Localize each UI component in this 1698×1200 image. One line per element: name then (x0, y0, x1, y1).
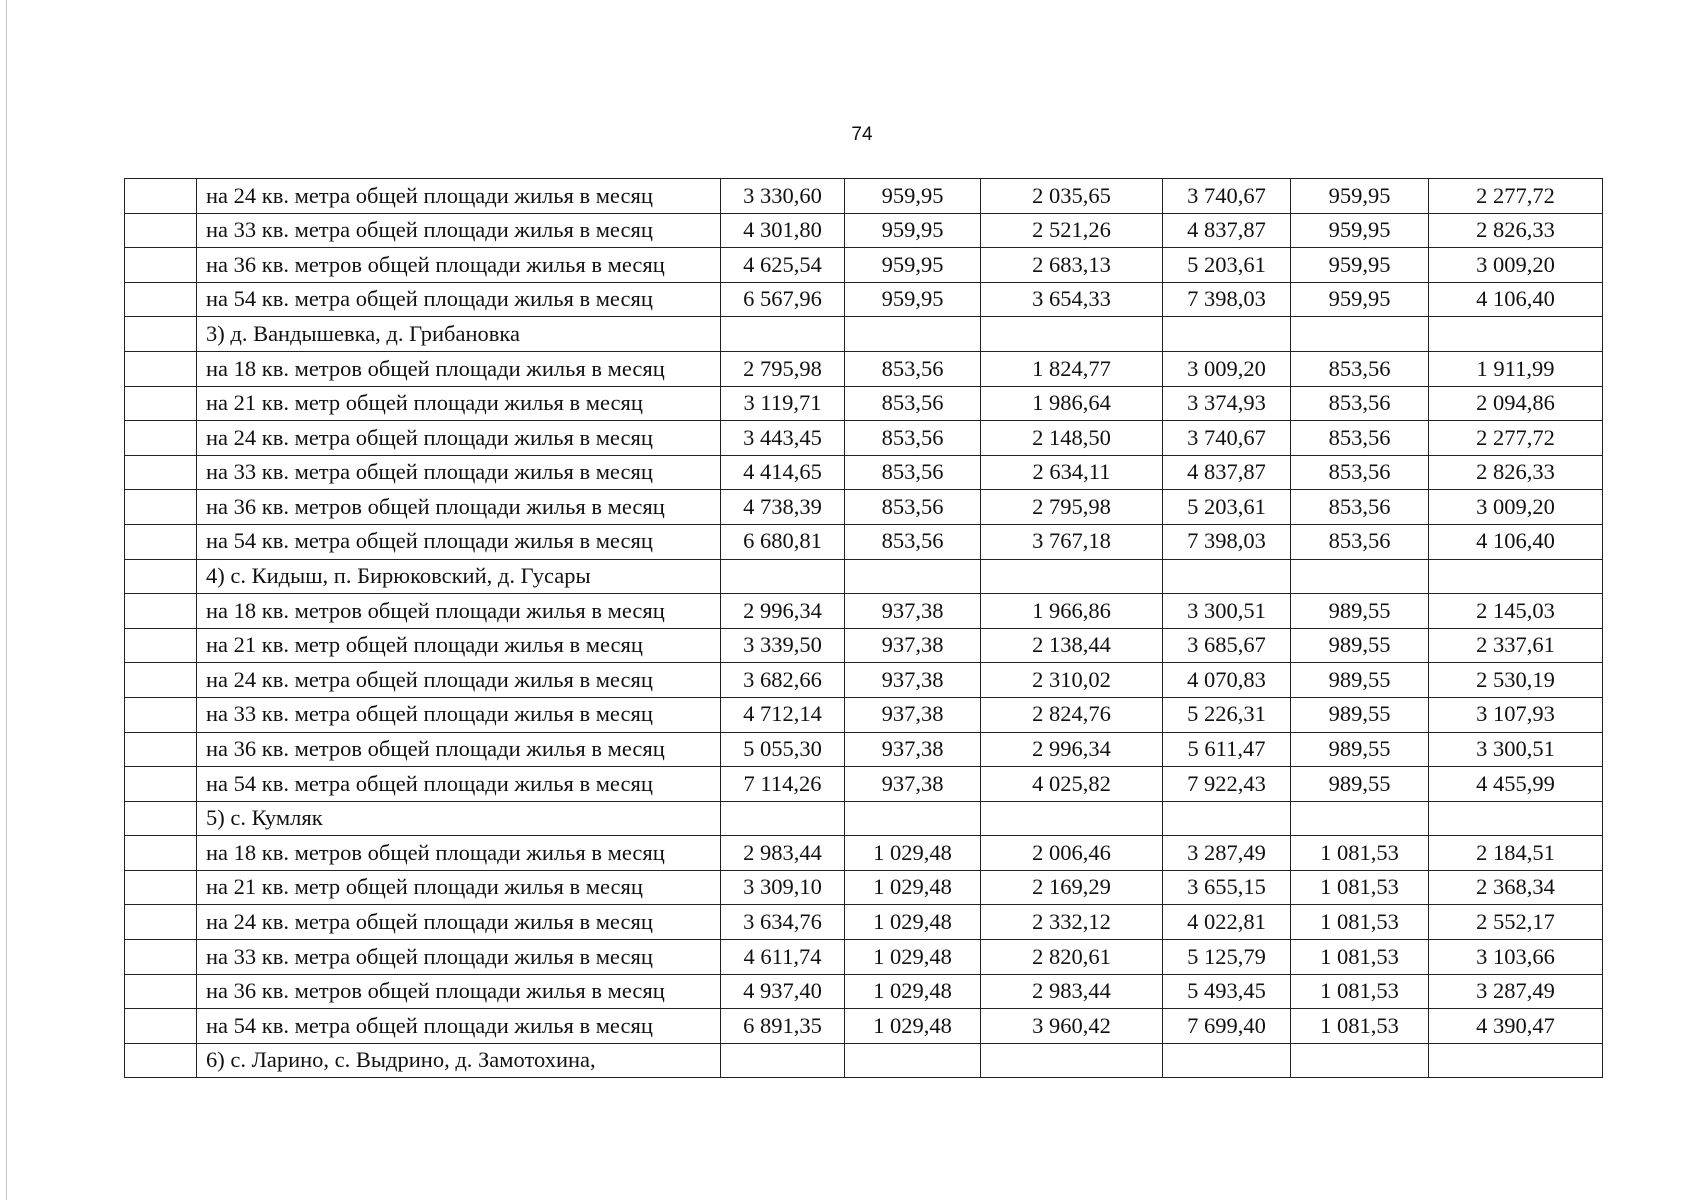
row-index-cell (125, 490, 197, 525)
row-index-cell (125, 421, 197, 456)
value-cell-col-4: 3 740,67 (1163, 421, 1291, 456)
value-cell-col-4: 3 287,49 (1163, 836, 1291, 871)
value-cell-col-5: 959,95 (1291, 282, 1429, 317)
value-cell-col-3: 1 986,64 (981, 386, 1163, 421)
value-cell-col-1: 3 309,10 (721, 870, 845, 905)
value-cell-col-2: 959,95 (845, 213, 981, 248)
value-cell-col-6: 2 094,86 (1429, 386, 1603, 421)
row-index-cell (125, 524, 197, 559)
table-row (125, 386, 1603, 421)
page-number: 74 (851, 124, 873, 145)
value-cell-col-1: 4 738,39 (721, 490, 845, 525)
value-cell-col-6: 2 826,33 (1429, 455, 1603, 490)
value-cell-col-4: 4 837,87 (1163, 455, 1291, 490)
value-cell-col-1 (721, 1043, 845, 1078)
area-norm-label: на 54 кв. метра общей площади жилья в месяц (197, 767, 721, 802)
value-cell-col-6: 3 287,49 (1429, 974, 1603, 1009)
value-cell-col-1: 4 625,54 (721, 248, 845, 283)
area-norm-label: на 54 кв. метра общей площади жилья в месяц (197, 282, 721, 317)
value-cell-col-6 (1429, 801, 1603, 836)
table-row (125, 351, 1603, 386)
value-cell-col-1: 2 795,98 (721, 351, 845, 386)
value-cell-col-3: 1 966,86 (981, 594, 1163, 629)
value-cell-col-2: 853,56 (845, 455, 981, 490)
value-cell-col-5: 989,55 (1291, 663, 1429, 698)
row-index-cell (125, 1043, 197, 1078)
value-cell-col-1: 2 983,44 (721, 836, 845, 871)
table-row (125, 490, 1603, 525)
value-cell-col-5: 853,56 (1291, 490, 1429, 525)
value-cell-col-6: 3 103,66 (1429, 940, 1603, 975)
table-row (125, 524, 1603, 559)
value-cell-col-4: 3 655,15 (1163, 870, 1291, 905)
row-index-cell (125, 940, 197, 975)
value-cell-col-1: 3 119,71 (721, 386, 845, 421)
area-norm-label: на 36 кв. метров общей площади жилья в месяц (197, 248, 721, 283)
area-norm-label: на 33 кв. метра общей площади жилья в месяц (197, 940, 721, 975)
table-group-row (125, 1043, 1603, 1078)
area-norm-label: на 24 кв. метра общей площади жилья в месяц (197, 179, 721, 214)
value-cell-col-1: 3 682,66 (721, 663, 845, 698)
value-cell-col-2: 1 029,48 (845, 870, 981, 905)
value-cell-col-6: 2 826,33 (1429, 213, 1603, 248)
value-cell-col-1: 2 996,34 (721, 594, 845, 629)
tariff-table (124, 178, 1603, 1078)
area-norm-label: на 24 кв. метра общей площади жилья в месяц (197, 421, 721, 456)
value-cell-col-6: 3 300,51 (1429, 732, 1603, 767)
row-index-cell (125, 455, 197, 490)
value-cell-col-3 (981, 1043, 1163, 1078)
value-cell-col-3: 2 138,44 (981, 628, 1163, 663)
value-cell-col-4 (1163, 317, 1291, 352)
row-index-cell (125, 594, 197, 629)
value-cell-col-6: 2 337,61 (1429, 628, 1603, 663)
value-cell-col-3: 2 683,13 (981, 248, 1163, 283)
value-cell-col-4: 5 611,47 (1163, 732, 1291, 767)
row-index-cell (125, 282, 197, 317)
row-index-cell (125, 351, 197, 386)
value-cell-col-4 (1163, 801, 1291, 836)
table-row (125, 940, 1603, 975)
row-index-cell (125, 1009, 197, 1044)
value-cell-col-3: 2 148,50 (981, 421, 1163, 456)
value-cell-col-6: 2 368,34 (1429, 870, 1603, 905)
value-cell-col-2: 853,56 (845, 421, 981, 456)
value-cell-col-6: 3 009,20 (1429, 248, 1603, 283)
table-row (125, 767, 1603, 802)
value-cell-col-3: 3 767,18 (981, 524, 1163, 559)
row-index-cell (125, 386, 197, 421)
table-row (125, 836, 1603, 871)
value-cell-col-4 (1163, 1043, 1291, 1078)
value-cell-col-3: 2 824,76 (981, 697, 1163, 732)
row-index-cell (125, 559, 197, 594)
value-cell-col-6: 4 106,40 (1429, 524, 1603, 559)
value-cell-col-4: 7 699,40 (1163, 1009, 1291, 1044)
value-cell-col-2: 853,56 (845, 386, 981, 421)
table-row (125, 421, 1603, 456)
value-cell-col-5: 989,55 (1291, 767, 1429, 802)
value-cell-col-6 (1429, 1043, 1603, 1078)
value-cell-col-5: 989,55 (1291, 594, 1429, 629)
table-row (125, 213, 1603, 248)
value-cell-col-3: 2 996,34 (981, 732, 1163, 767)
value-cell-col-4: 4 070,83 (1163, 663, 1291, 698)
value-cell-col-2 (845, 317, 981, 352)
value-cell-col-6: 2 184,51 (1429, 836, 1603, 871)
table-row (125, 455, 1603, 490)
value-cell-col-2: 937,38 (845, 628, 981, 663)
area-norm-label: на 54 кв. метра общей площади жилья в месяц (197, 524, 721, 559)
area-norm-label: на 18 кв. метров общей площади жилья в месяц (197, 351, 721, 386)
value-cell-col-5: 1 081,53 (1291, 940, 1429, 975)
table-row (125, 1009, 1603, 1044)
value-cell-col-1 (721, 801, 845, 836)
tariff-table-body (125, 179, 1603, 1078)
table-row (125, 905, 1603, 940)
area-norm-label: на 36 кв. метров общей площади жилья в месяц (197, 974, 721, 1009)
value-cell-col-6: 2 277,72 (1429, 179, 1603, 214)
table-row (125, 282, 1603, 317)
value-cell-col-4: 4 022,81 (1163, 905, 1291, 940)
value-cell-col-4: 3 685,67 (1163, 628, 1291, 663)
table-row (125, 732, 1603, 767)
row-index-cell (125, 801, 197, 836)
value-cell-col-4: 7 922,43 (1163, 767, 1291, 802)
value-cell-col-6: 2 145,03 (1429, 594, 1603, 629)
row-index-cell (125, 179, 197, 214)
settlement-group-label: 4) с. Кидыш, п. Бирюковский, д. Гусары (197, 559, 721, 594)
value-cell-col-4: 5 125,79 (1163, 940, 1291, 975)
value-cell-col-4: 3 374,93 (1163, 386, 1291, 421)
value-cell-col-6: 1 911,99 (1429, 351, 1603, 386)
value-cell-col-5: 1 081,53 (1291, 1009, 1429, 1044)
row-index-cell (125, 870, 197, 905)
value-cell-col-5: 959,95 (1291, 248, 1429, 283)
value-cell-col-3 (981, 317, 1163, 352)
value-cell-col-1 (721, 559, 845, 594)
row-index-cell (125, 628, 197, 663)
settlement-group-label: 6) с. Ларино, с. Выдрино, д. Замотохина, (197, 1043, 721, 1078)
value-cell-col-2: 937,38 (845, 767, 981, 802)
settlement-group-label: 5) с. Кумляк (197, 801, 721, 836)
value-cell-col-2: 959,95 (845, 282, 981, 317)
value-cell-col-2: 853,56 (845, 351, 981, 386)
value-cell-col-2: 1 029,48 (845, 1009, 981, 1044)
table-row (125, 974, 1603, 1009)
value-cell-col-2 (845, 559, 981, 594)
value-cell-col-4: 3 300,51 (1163, 594, 1291, 629)
value-cell-col-3: 2 820,61 (981, 940, 1163, 975)
value-cell-col-6: 2 552,17 (1429, 905, 1603, 940)
value-cell-col-5 (1291, 559, 1429, 594)
value-cell-col-6: 2 277,72 (1429, 421, 1603, 456)
value-cell-col-1: 3 443,45 (721, 421, 845, 456)
value-cell-col-6: 4 455,99 (1429, 767, 1603, 802)
value-cell-col-3: 2 169,29 (981, 870, 1163, 905)
value-cell-col-6: 3 009,20 (1429, 490, 1603, 525)
value-cell-col-3: 2 006,46 (981, 836, 1163, 871)
value-cell-col-4: 5 226,31 (1163, 697, 1291, 732)
value-cell-col-3: 2 983,44 (981, 974, 1163, 1009)
value-cell-col-3: 2 634,11 (981, 455, 1163, 490)
area-norm-label: на 33 кв. метра общей площади жилья в месяц (197, 455, 721, 490)
value-cell-col-2: 853,56 (845, 490, 981, 525)
area-norm-label: на 33 кв. метра общей площади жилья в месяц (197, 697, 721, 732)
value-cell-col-2: 959,95 (845, 248, 981, 283)
value-cell-col-3: 2 035,65 (981, 179, 1163, 214)
value-cell-col-6: 2 530,19 (1429, 663, 1603, 698)
value-cell-col-5 (1291, 317, 1429, 352)
value-cell-col-4: 3 009,20 (1163, 351, 1291, 386)
value-cell-col-4: 5 493,45 (1163, 974, 1291, 1009)
value-cell-col-1: 4 414,65 (721, 455, 845, 490)
value-cell-col-2: 937,38 (845, 732, 981, 767)
value-cell-col-2: 959,95 (845, 179, 981, 214)
value-cell-col-2: 853,56 (845, 524, 981, 559)
value-cell-col-1: 6 680,81 (721, 524, 845, 559)
table-group-row (125, 559, 1603, 594)
value-cell-col-5: 853,56 (1291, 455, 1429, 490)
value-cell-col-5: 989,55 (1291, 697, 1429, 732)
value-cell-col-5: 853,56 (1291, 386, 1429, 421)
value-cell-col-5: 1 081,53 (1291, 836, 1429, 871)
value-cell-col-5: 853,56 (1291, 351, 1429, 386)
value-cell-col-5: 989,55 (1291, 628, 1429, 663)
value-cell-col-2: 1 029,48 (845, 836, 981, 871)
table-group-row (125, 317, 1603, 352)
value-cell-col-2: 1 029,48 (845, 905, 981, 940)
value-cell-col-1: 4 611,74 (721, 940, 845, 975)
value-cell-col-4: 5 203,61 (1163, 490, 1291, 525)
table-group-row (125, 801, 1603, 836)
value-cell-col-6 (1429, 559, 1603, 594)
table-row (125, 697, 1603, 732)
area-norm-label: на 24 кв. метра общей площади жилья в месяц (197, 663, 721, 698)
area-norm-label: на 54 кв. метра общей площади жилья в месяц (197, 1009, 721, 1044)
value-cell-col-4 (1163, 559, 1291, 594)
value-cell-col-2 (845, 801, 981, 836)
value-cell-col-2 (845, 1043, 981, 1078)
value-cell-col-3: 4 025,82 (981, 767, 1163, 802)
table-row (125, 663, 1603, 698)
value-cell-col-1: 5 055,30 (721, 732, 845, 767)
area-norm-label: на 36 кв. метров общей площади жилья в месяц (197, 490, 721, 525)
table-row (125, 870, 1603, 905)
value-cell-col-5: 1 081,53 (1291, 870, 1429, 905)
value-cell-col-3 (981, 801, 1163, 836)
value-cell-col-6 (1429, 317, 1603, 352)
value-cell-col-3: 2 795,98 (981, 490, 1163, 525)
row-index-cell (125, 697, 197, 732)
value-cell-col-4: 7 398,03 (1163, 282, 1291, 317)
value-cell-col-3: 2 310,02 (981, 663, 1163, 698)
table-row (125, 594, 1603, 629)
value-cell-col-1 (721, 317, 845, 352)
row-index-cell (125, 248, 197, 283)
value-cell-col-2: 937,38 (845, 663, 981, 698)
value-cell-col-1: 4 937,40 (721, 974, 845, 1009)
value-cell-col-1: 3 339,50 (721, 628, 845, 663)
value-cell-col-1: 3 634,76 (721, 905, 845, 940)
value-cell-col-4: 7 398,03 (1163, 524, 1291, 559)
table-row (125, 628, 1603, 663)
row-index-cell (125, 905, 197, 940)
value-cell-col-5: 853,56 (1291, 524, 1429, 559)
row-index-cell (125, 732, 197, 767)
value-cell-col-5: 853,56 (1291, 421, 1429, 456)
value-cell-col-1: 3 330,60 (721, 179, 845, 214)
value-cell-col-2: 1 029,48 (845, 940, 981, 975)
area-norm-label: на 33 кв. метра общей площади жилья в месяц (197, 213, 721, 248)
table-row (125, 179, 1603, 214)
row-index-cell (125, 317, 197, 352)
value-cell-col-6: 4 106,40 (1429, 282, 1603, 317)
value-cell-col-5: 959,95 (1291, 179, 1429, 214)
settlement-group-label: 3) д. Вандышевка, д. Грибановка (197, 317, 721, 352)
value-cell-col-2: 937,38 (845, 594, 981, 629)
value-cell-col-4: 3 740,67 (1163, 179, 1291, 214)
value-cell-col-6: 4 390,47 (1429, 1009, 1603, 1044)
value-cell-col-5: 1 081,53 (1291, 905, 1429, 940)
area-norm-label: на 36 кв. метров общей площади жилья в месяц (197, 732, 721, 767)
area-norm-label: на 24 кв. метра общей площади жилья в месяц (197, 905, 721, 940)
value-cell-col-5 (1291, 1043, 1429, 1078)
value-cell-col-3: 2 521,26 (981, 213, 1163, 248)
row-index-cell (125, 974, 197, 1009)
value-cell-col-5: 989,55 (1291, 732, 1429, 767)
row-index-cell (125, 836, 197, 871)
row-index-cell (125, 213, 197, 248)
area-norm-label: на 21 кв. метр общей площади жилья в месяц (197, 628, 721, 663)
area-norm-label: на 18 кв. метров общей площади жилья в месяц (197, 836, 721, 871)
value-cell-col-5: 1 081,53 (1291, 974, 1429, 1009)
value-cell-col-1: 6 891,35 (721, 1009, 845, 1044)
value-cell-col-3 (981, 559, 1163, 594)
value-cell-col-4: 5 203,61 (1163, 248, 1291, 283)
value-cell-col-6: 3 107,93 (1429, 697, 1603, 732)
value-cell-col-3: 2 332,12 (981, 905, 1163, 940)
row-index-cell (125, 663, 197, 698)
row-index-cell (125, 767, 197, 802)
value-cell-col-5: 959,95 (1291, 213, 1429, 248)
value-cell-col-2: 1 029,48 (845, 974, 981, 1009)
value-cell-col-5 (1291, 801, 1429, 836)
value-cell-col-3: 3 960,42 (981, 1009, 1163, 1044)
value-cell-col-3: 3 654,33 (981, 282, 1163, 317)
value-cell-col-4: 4 837,87 (1163, 213, 1291, 248)
value-cell-col-1: 4 712,14 (721, 697, 845, 732)
area-norm-label: на 21 кв. метр общей площади жилья в месяц (197, 386, 721, 421)
area-norm-label: на 18 кв. метров общей площади жилья в месяц (197, 594, 721, 629)
area-norm-label: на 21 кв. метр общей площади жилья в месяц (197, 870, 721, 905)
value-cell-col-1: 4 301,80 (721, 213, 845, 248)
value-cell-col-3: 1 824,77 (981, 351, 1163, 386)
value-cell-col-2: 937,38 (845, 697, 981, 732)
table-row (125, 248, 1603, 283)
scan-edge-line (6, 0, 7, 1200)
value-cell-col-1: 6 567,96 (721, 282, 845, 317)
value-cell-col-1: 7 114,26 (721, 767, 845, 802)
